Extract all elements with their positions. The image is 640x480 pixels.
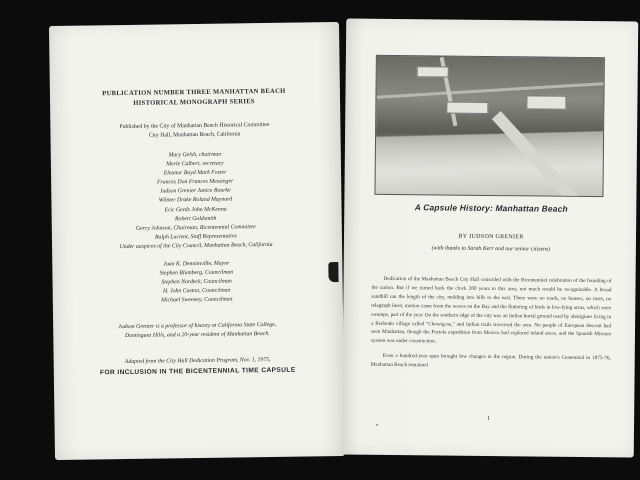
adapted-note: Adapted from the City Hall Dedication Program, Nov. 1, 1975, [124, 356, 271, 365]
committee-member: Eleanor Boyd Mark Foster [163, 169, 227, 177]
committee-list [63, 149, 328, 253]
committee-member: Eric Gerds John McKenna [164, 206, 227, 214]
right-page [342, 18, 639, 457]
committee-member: Gerry Johnson, Chairman, Bicentennial Committee [135, 223, 256, 232]
committee-member: Wilmer Drake Roland Maynard [158, 196, 233, 204]
publisher-line2: City Hall, Manhattan Beach, California [148, 130, 241, 139]
series-header [62, 86, 326, 110]
committee-member: Ralph Lucient, Staff Representative [154, 233, 237, 241]
official: Michael Sweeney, Councilman [161, 296, 233, 304]
body-paragraph: Dedication of the Manhattan Beach City Hall coincided with the Bicentennial celebration of the founding of the nation. But if we turned back the clock 200 years to this area, not much would be recognizable. A broad sandhill ran the length of the city, melding into hills to the east. There were no roads, no houses, no trees, no telegraph lines; motion came from the waves on the Bay and the fluttering of birds in low-lying areas, which were swamps, part of the year. On the southern edge of the city was an Indian burial ground used by aborigines living in a Redondo village called "Chowig-na," and Indian trails traversed the area. No people of European descent had seen Manhattan, though the Portola expedition from Mexico had explored inland areas, and the Spanish Mission system was under construction. [370, 275, 612, 345]
body-paragraph: Even a hundred-year span brought few changes in the region. During the nation's Centennial in 1875-76, Manhattan Beach remained [370, 353, 611, 369]
committee-member: Frances Don Frances Messinger [156, 178, 234, 186]
official: Stephen Nordeck, Councilman [161, 278, 232, 286]
series-header-line1: PUBLICATION NUMBER THREE MANHATTAN BEACH [102, 87, 286, 98]
committee-member: Merle Calbert, secretary [166, 160, 224, 168]
photo-pier [492, 111, 605, 197]
official: Stephen Blumberg, Councilman [159, 269, 234, 277]
bullet-mark: • [375, 422, 379, 429]
author-bio-line2: Dominguez Hills, and a 20-year resident of Manhattan Beach. [124, 330, 270, 340]
byline: BY JUDSON GRENIER [458, 233, 524, 241]
series-header-line2: HISTORICAL MONOGRAPH SERIES [133, 98, 255, 107]
committee-member: Judson Grenier Janice Rourke [159, 187, 231, 195]
photo-building [526, 95, 566, 109]
photo-building [417, 66, 449, 77]
publisher-line1: Published by the City of Manhattan Beach Historical Committee [119, 121, 270, 131]
acknowledgement: (with thanks to Sarah Kerr and our senior citizens) [431, 245, 551, 253]
photo-building [446, 102, 488, 114]
committee-member: Under auspices of the City Council, Manhattan Beach, California [119, 241, 273, 251]
author-bio-line1: Judson Grenier is a professor of history at California State College, [118, 321, 277, 330]
article-body [371, 275, 612, 373]
left-page-content [62, 86, 330, 376]
officials-list [64, 258, 329, 307]
page-tear [328, 262, 338, 282]
committee-member: Mary Gelsh, chairman [168, 151, 222, 159]
publisher-info [62, 120, 326, 141]
page-number: 1 [487, 415, 491, 423]
committee-member: Robert Goldsmith [174, 215, 217, 222]
left-page [49, 22, 345, 460]
time-capsule-note: FOR INCLUSION IN THE BICENTENNIAL TIME CAPSULE [99, 366, 296, 376]
author-bio [65, 320, 329, 343]
official: Joan K. Dennimville, Mayor [163, 260, 230, 268]
aerial-photo [374, 55, 604, 197]
article-title: A Capsule History: Manhattan Beach [414, 202, 568, 214]
photo-road [377, 82, 604, 98]
official: H. John Caston, Councilman [162, 287, 231, 295]
